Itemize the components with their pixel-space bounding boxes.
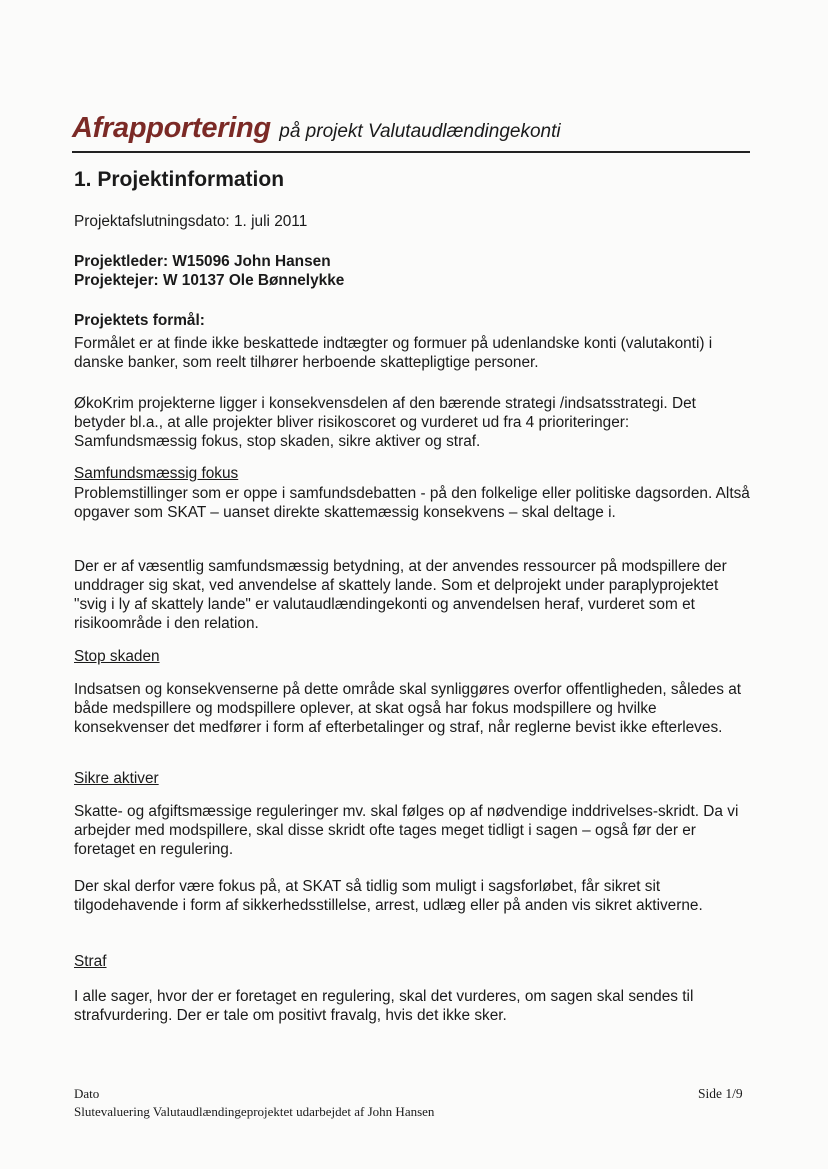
samfund-paragraph-2: Der er af væsentlig samfundsmæssig betydning, at der anvendes ressourcer på modspillere der unddrager sig skat, ved anvendelse af skattely lande. Som et delprojekt under paraplyprojektet "svig i ly af skattely lande" er valutaudlændingekonti og anvendelsen heraf, vurderet som et risikoområde i den relation. <box>74 558 727 632</box>
sikre-heading: Sikre aktiver <box>74 770 159 787</box>
purpose-text: Formålet er at finde ikke beskattede indtægter og formuer på udenlandske konti (valutakonti) i danske banker, som reelt tilhører herboende skattepligtige personer. <box>74 335 713 371</box>
straf-paragraph: I alle sager, hvor der er foretaget en regulering, skal det vurderes, om sagen skal sendes til strafvurdering. Der er tale om positivt fravalg, hvis det ikke sker. <box>74 988 694 1024</box>
document-subtitle: på projekt Valutaudlændingekonti <box>279 121 561 142</box>
samfund-heading: Samfundsmæssig fokus <box>74 465 239 482</box>
section-heading: 1. Projektinformation <box>74 168 285 191</box>
closing-date: Projektafslutningsdato: 1. juli 2011 <box>74 213 308 230</box>
footer-evaluation: Slutevaluering Valutaudlændingeprojektet udarbejdet af John Hansen <box>74 1104 435 1119</box>
stop-heading: Stop skaden <box>74 648 160 665</box>
page-number: Side 1/9 <box>698 1086 743 1101</box>
purpose-heading: Projektets formål: <box>74 312 205 329</box>
header-divider <box>72 151 750 153</box>
footer-left <box>74 1085 434 1121</box>
stop-paragraph: Indsatsen og konsekvenserne på dette område skal synliggøres overfor offentligheden, således at både medspillere og modspillere oplever, at skat også har fokus modspillere og hvilke konsekvenser det medfører i form af efterbetalinger og straf, når reglerne bevist ikke efterleves. <box>74 681 742 736</box>
straf-heading: Straf <box>74 953 107 970</box>
project-leader: Projektleder: W15096 John Hansen <box>74 253 331 270</box>
samfund-paragraph-1: Problemstillinger som er oppe i samfundsdebatten - på den folkelige eller politiske dagsorden. Altså opgaver som SKAT – uanset direkte skattemæssig konsekvens – skal deltage i. <box>74 485 750 521</box>
sikre-paragraph-1: Skatte- og afgiftsmæssige reguleringer mv. skal følges op af nødvendige inddrivelses-skridt. Da vi arbejder med modspillere, skal disse skridt ofte tages meget tidligt i sagen – også før der er foretaget en regulering. <box>74 803 739 858</box>
sikre-paragraph-2: Der skal derfor være fokus på, at SKAT så tidlig som muligt i sagsforløbet, får sikret sit tilgodehavende i form af sikkerhedsstillelse, arrest, udlæg eller på anden vis sikret aktiverne. <box>74 878 703 914</box>
okokrim-paragraph: ØkoKrim projekterne ligger i konsekvensdelen af den bærende strategi /indsatsstrategi. Det betyder bl.a., at alle projekter bliver risikoscoret og vurderet ud fra 4 prioriteringer: Samfundsmæssig fokus, stop skaden, sikre aktiver og straf. <box>74 395 696 450</box>
footer-date-label: Dato <box>74 1086 100 1101</box>
project-owner: Projektejer: W 10137 Ole Bønnelykke <box>74 272 345 289</box>
document-header <box>72 112 750 145</box>
document-title: Afrapportering <box>72 112 271 144</box>
